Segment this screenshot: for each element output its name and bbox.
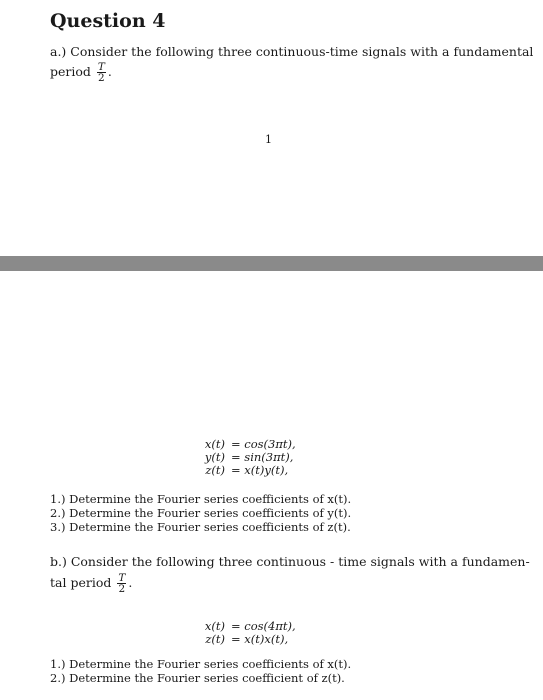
task-item: 2.) Determine the Fourier series coefficient of z(t). — [50, 671, 345, 685]
equation-lhs: x(t) — [204, 437, 225, 451]
part-a-intro-line1: a.) Consider the following three continuous-time signals with a fundamental — [50, 44, 534, 59]
part-b-period-end: . — [128, 575, 133, 590]
task-item: 2.) Determine the Fourier series coefficients of y(t). — [50, 506, 352, 520]
tasks-a — [50, 492, 351, 534]
part-b-intro-line1: b.) Consider the following three continuous - time signals with a fundamen- — [50, 554, 530, 569]
equation-lhs: z(t) — [205, 463, 225, 477]
equation-lhs: z(t) — [205, 632, 225, 646]
page-divider — [0, 256, 543, 271]
part-a-period-fraction — [97, 62, 106, 83]
part-b-period-fraction — [117, 573, 126, 594]
equation-lhs: y(t) — [204, 450, 225, 464]
part-a-period-label: period — [50, 64, 91, 79]
task-item: 1.) Determine the Fourier series coefficients of x(t). — [50, 492, 352, 506]
part-b-period-label: tal period — [50, 575, 112, 590]
part-a-period-numerator: T — [97, 61, 105, 73]
part-a-intro — [50, 44, 533, 83]
question-title: Question 4 — [50, 10, 166, 32]
equation-row — [195, 633, 296, 646]
part-b-intro — [50, 554, 530, 594]
task-item: 1.) Determine the Fourier series coefficients of x(t). — [50, 657, 352, 671]
part-b-period-denominator: 2 — [118, 583, 126, 595]
part-a-period-end: . — [107, 64, 112, 79]
equation-rhs: = x(t)x(t), — [231, 632, 289, 646]
task-item: 3.) Determine the Fourier series coefficients of z(t). — [50, 520, 351, 534]
page-number: 1 — [265, 133, 272, 146]
equations-a — [195, 438, 296, 477]
part-b-intro-line2 — [50, 573, 530, 594]
equations-b — [195, 620, 296, 646]
equation-rhs: = cos(4πt), — [231, 619, 296, 633]
equation-rhs: = sin(3πt), — [231, 450, 294, 464]
equation-lhs: x(t) — [204, 619, 225, 633]
tasks-b — [50, 657, 351, 685]
equation-rhs: = cos(3πt), — [231, 437, 296, 451]
part-b-period-numerator: T — [118, 572, 126, 584]
equation-row — [195, 464, 296, 477]
part-a-intro-line2 — [50, 62, 533, 83]
equation-rhs: = x(t)y(t), — [231, 463, 289, 477]
part-a-period-denominator: 2 — [98, 72, 105, 84]
